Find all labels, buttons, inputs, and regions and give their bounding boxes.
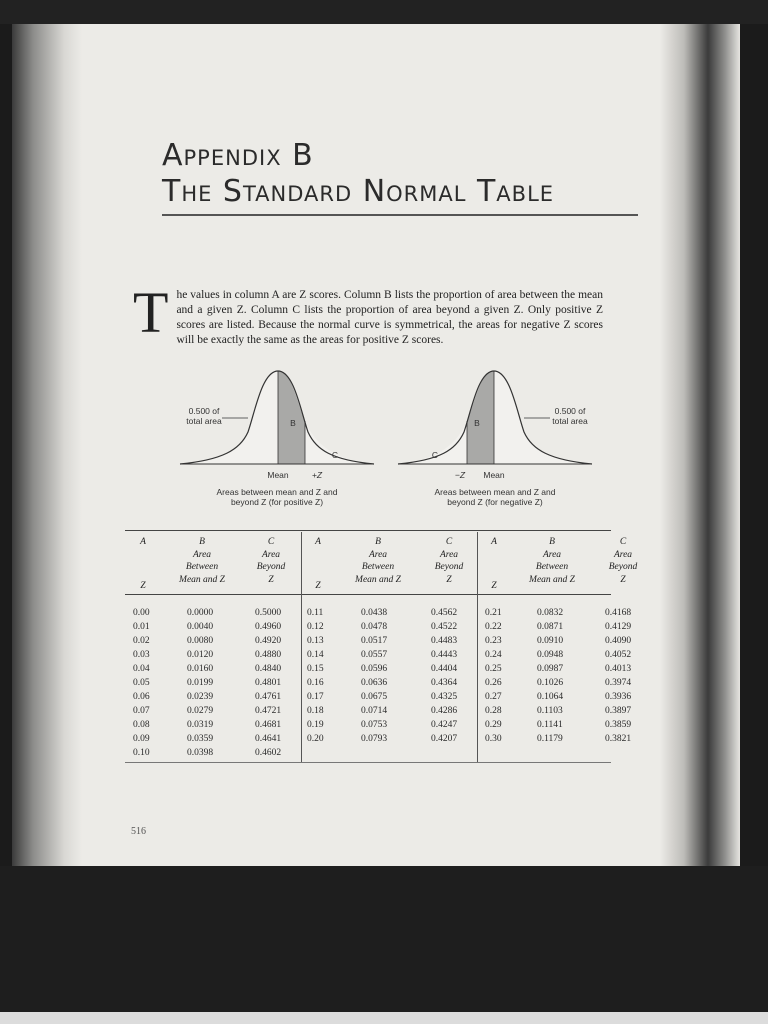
- cell-z: 0.23: [485, 636, 502, 646]
- cell-area-between: 0.0080: [187, 636, 214, 646]
- column-b-label-line: Area: [542, 549, 562, 560]
- column-c-letter: C: [267, 537, 275, 547]
- cell-area-between: 0.0948: [537, 650, 564, 660]
- column-b-label-line: Area: [368, 549, 388, 560]
- column-a-label: Z: [315, 580, 321, 591]
- cell-area-beyond: 0.4641: [255, 734, 282, 744]
- table-bottom-rule: [125, 762, 611, 763]
- column-b-header: [163, 536, 241, 592]
- title-rule: [162, 214, 638, 216]
- page-gutter-shadow-left: [12, 24, 82, 866]
- column-a-letter: A: [491, 537, 497, 547]
- cell-area-between: 0.0517: [361, 636, 388, 646]
- column-c-header: [597, 536, 649, 592]
- cell-area-beyond: 0.4443: [431, 650, 458, 660]
- intro-paragraph: [133, 280, 603, 348]
- cell-z: 0.13: [307, 636, 324, 646]
- figure-positive-z: [172, 370, 382, 520]
- cell-z: 0.10: [133, 748, 150, 758]
- cell-area-beyond: 0.4325: [431, 692, 458, 702]
- cell-area-between: 0.1179: [537, 734, 563, 744]
- cell-area-beyond: 0.4721: [255, 706, 282, 716]
- column-a-letter: A: [140, 537, 146, 547]
- cell-area-beyond: 0.4880: [255, 650, 282, 660]
- region-b-label: B: [290, 418, 296, 428]
- cell-z: 0.19: [307, 720, 324, 730]
- title-line-1: Appendix B: [162, 138, 314, 173]
- cell-area-between: 0.0987: [537, 664, 564, 674]
- page-gutter-shadow-right: [660, 24, 740, 866]
- column-a-header: [303, 536, 333, 592]
- column-c-label-line: Z: [446, 574, 452, 585]
- column-c-label-line: Area: [261, 549, 281, 560]
- cell-z: 0.07: [133, 706, 150, 716]
- figure-side-note: 0.500 of total area: [186, 406, 222, 426]
- cell-z: 0.30: [485, 734, 502, 744]
- column-c-label-line: Area: [439, 549, 459, 560]
- cell-z: 0.17: [307, 692, 324, 702]
- cell-area-between: 0.0398: [187, 748, 214, 758]
- cell-area-between: 0.0000: [187, 608, 214, 618]
- cell-z: 0.27: [485, 692, 502, 702]
- cell-area-beyond: 0.4052: [605, 650, 632, 660]
- cell-area-beyond: 0.4761: [255, 692, 282, 702]
- column-c-letter: C: [445, 537, 453, 547]
- cell-area-beyond: 0.4090: [605, 636, 632, 646]
- cell-area-between: 0.0199: [187, 678, 214, 688]
- cell-area-beyond: 0.3897: [605, 706, 632, 716]
- column-group-divider: [477, 532, 478, 762]
- cell-area-between: 0.0636: [361, 678, 388, 688]
- cell-area-between: 0.0319: [187, 720, 214, 730]
- column-c-label-line: Area: [613, 549, 633, 560]
- cell-z: 0.14: [307, 650, 324, 660]
- column-b-label-line: Mean and Z: [179, 574, 225, 585]
- column-c-header: [423, 536, 475, 592]
- cell-z: 0.00: [133, 608, 150, 618]
- cell-z: 0.03: [133, 650, 150, 660]
- cell-z: 0.20: [307, 734, 324, 744]
- axis-z-label: +Z: [311, 470, 323, 480]
- column-a-header: [125, 536, 161, 592]
- cell-z: 0.21: [485, 608, 502, 618]
- title-line-2: The Standard Normal Table: [162, 174, 555, 209]
- cell-area-beyond: 0.4207: [431, 734, 458, 744]
- column-b-letter: B: [549, 537, 555, 547]
- column-b-header: [513, 536, 591, 592]
- column-b-label-line: Between: [361, 562, 395, 572]
- column-b-label-line: Area: [192, 549, 212, 560]
- column-a-label: Z: [491, 580, 497, 591]
- cell-area-beyond: 0.4681: [255, 720, 282, 730]
- axis-z-label: −Z: [454, 470, 466, 480]
- column-c-label-line: Beyond: [608, 562, 638, 572]
- drop-cap: T: [133, 280, 169, 345]
- cell-area-beyond: 0.4522: [431, 622, 458, 632]
- cell-area-between: 0.0832: [537, 608, 564, 618]
- column-b-header: [339, 536, 417, 592]
- cell-z: 0.06: [133, 692, 150, 702]
- cell-area-beyond: 0.4960: [255, 622, 282, 632]
- intro-text: he values in column A are Z scores. Column B lists the proportion of area between the mean and a given Z. Column C lists the proportion of area beyond a given Z. Only positive Z scores are listed. Because the normal curve is symmetrical, the areas for negative Z scores will be exactly the same as the areas for positive Z scores.: [176, 289, 603, 346]
- column-b-letter: B: [199, 537, 205, 547]
- cell-area-beyond: 0.4840: [255, 664, 282, 674]
- scan-bottom-edge: [0, 1012, 768, 1024]
- scan-bottom-band: [0, 866, 768, 1024]
- cell-area-beyond: 0.4364: [431, 678, 458, 688]
- cell-area-between: 0.0871: [537, 622, 564, 632]
- scan-top-edge: [0, 0, 768, 24]
- cell-area-between: 0.0753: [361, 720, 388, 730]
- axis-mean-label: Mean: [267, 470, 289, 480]
- cell-area-between: 0.0438: [361, 608, 388, 618]
- page-number: 516: [131, 826, 146, 837]
- cell-area-between: 0.1103: [537, 706, 563, 716]
- cell-area-beyond: 0.4286: [431, 706, 458, 716]
- appendix-title: [162, 138, 642, 210]
- cell-z: 0.05: [133, 678, 150, 688]
- figure-caption: Areas between mean and Z and beyond Z (for negative Z): [434, 487, 556, 507]
- cell-area-between: 0.0279: [187, 706, 214, 716]
- cell-area-between: 0.0714: [361, 706, 388, 716]
- figure-side-note: 0.500 of total area: [552, 406, 588, 426]
- cell-area-between: 0.0596: [361, 664, 388, 674]
- cell-z: 0.15: [307, 664, 324, 674]
- cell-z: 0.09: [133, 734, 150, 744]
- cell-area-between: 0.0160: [187, 664, 214, 674]
- figure-negative-z: [390, 370, 600, 520]
- cell-z: 0.12: [307, 622, 324, 632]
- cell-area-between: 0.1064: [537, 692, 564, 702]
- cell-z: 0.11: [307, 608, 324, 618]
- column-a-header: [479, 536, 509, 592]
- cell-area-between: 0.0910: [537, 636, 564, 646]
- cell-area-beyond: 0.3974: [605, 678, 632, 688]
- column-a-letter: A: [315, 537, 321, 547]
- cell-area-beyond: 0.4129: [605, 622, 632, 632]
- cell-area-between: 0.0120: [187, 650, 214, 660]
- cell-area-between: 0.0239: [187, 692, 214, 702]
- cell-z: 0.18: [307, 706, 324, 716]
- cell-z: 0.25: [485, 664, 502, 674]
- column-b-label-line: Mean and Z: [529, 574, 575, 585]
- region-c-label: C: [431, 450, 439, 460]
- cell-area-beyond: 0.4562: [431, 608, 458, 618]
- region-b-label: B: [474, 418, 480, 428]
- column-c-label-line: Z: [620, 574, 626, 585]
- cell-area-beyond: 0.4483: [431, 636, 458, 646]
- column-a-label: Z: [140, 580, 146, 591]
- cell-z: 0.01: [133, 622, 150, 632]
- column-c-header: [245, 536, 297, 592]
- table-header-rule: [125, 594, 611, 595]
- column-b-label-line: Between: [185, 562, 219, 572]
- column-b-label-line: Mean and Z: [355, 574, 401, 585]
- cell-area-beyond: 0.4013: [605, 664, 632, 674]
- cell-area-between: 0.0040: [187, 622, 214, 632]
- cell-area-between: 0.0557: [361, 650, 388, 660]
- column-c-letter: C: [619, 537, 627, 547]
- cell-z: 0.29: [485, 720, 502, 730]
- cell-z: 0.16: [307, 678, 324, 688]
- cell-area-beyond: 0.4920: [255, 636, 282, 646]
- figure-caption: Areas between mean and Z and beyond Z (for positive Z): [216, 487, 338, 507]
- cell-area-beyond: 0.4404: [431, 664, 458, 674]
- cell-z: 0.08: [133, 720, 150, 730]
- column-b-letter: B: [375, 537, 381, 547]
- column-c-label-line: Beyond: [434, 562, 464, 572]
- cell-area-beyond: 0.4602: [255, 748, 282, 758]
- table-top-rule: [125, 530, 611, 531]
- cell-area-beyond: 0.4247: [431, 720, 458, 730]
- cell-area-beyond: 0.4801: [255, 678, 282, 688]
- cell-area-beyond: 0.5000: [255, 608, 282, 618]
- cell-area-between: 0.0359: [187, 734, 214, 744]
- region-c-label: C: [331, 450, 339, 460]
- cell-area-between: 0.0793: [361, 734, 388, 744]
- cell-area-between: 0.0478: [361, 622, 388, 632]
- cell-area-between: 0.0675: [361, 692, 388, 702]
- cell-z: 0.02: [133, 636, 150, 646]
- cell-area-between: 0.1141: [537, 720, 563, 730]
- column-b-label-line: Between: [535, 562, 569, 572]
- cell-area-between: 0.1026: [537, 678, 564, 688]
- cell-z: 0.24: [485, 650, 502, 660]
- column-c-label-line: Z: [268, 574, 274, 585]
- cell-z: 0.26: [485, 678, 502, 688]
- cell-z: 0.22: [485, 622, 502, 632]
- cell-z: 0.04: [133, 664, 150, 674]
- column-group-divider: [301, 532, 302, 762]
- cell-z: 0.28: [485, 706, 502, 716]
- cell-area-beyond: 0.4168: [605, 608, 632, 618]
- cell-area-beyond: 0.3821: [605, 734, 632, 744]
- axis-mean-label: Mean: [483, 470, 505, 480]
- cell-area-beyond: 0.3859: [605, 720, 632, 730]
- column-c-label-line: Beyond: [256, 562, 286, 572]
- cell-area-beyond: 0.3936: [605, 692, 632, 702]
